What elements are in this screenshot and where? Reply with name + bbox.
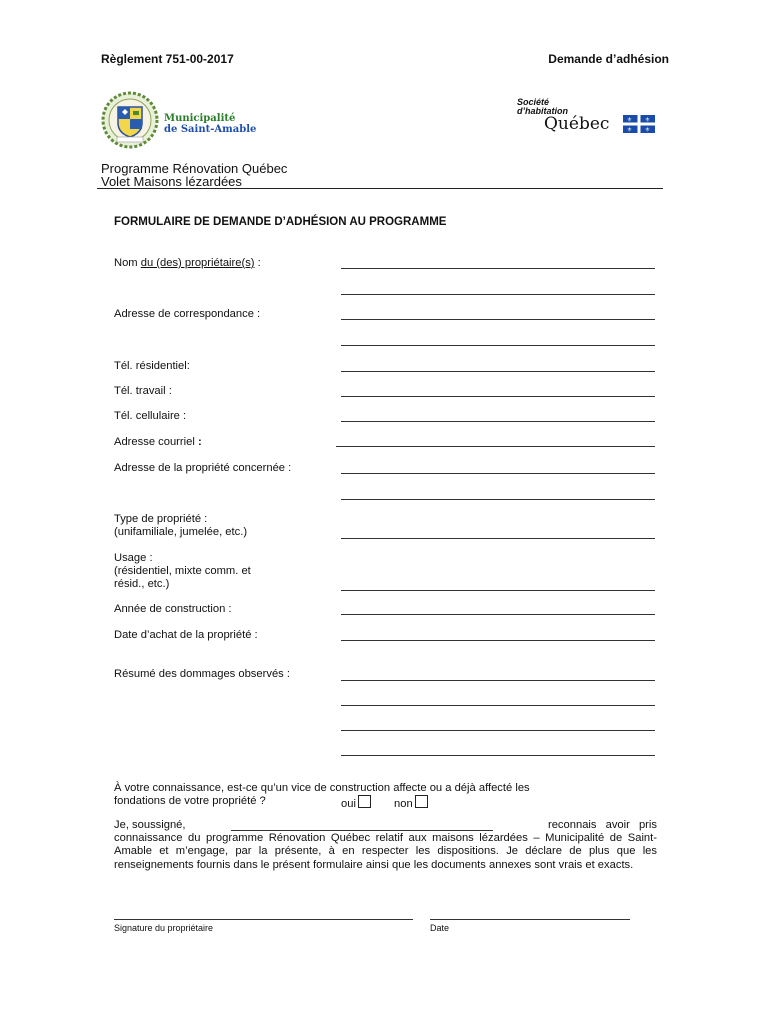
property-address-line-2[interactable]	[341, 499, 655, 500]
form-heading: FORMULAIRE DE DEMANDE D’ADHÉSION AU PROGRAMME	[114, 216, 447, 228]
property-type-line[interactable]	[341, 538, 655, 539]
date-signature-line[interactable]	[430, 919, 630, 920]
shq-name-line3: Québec	[544, 114, 610, 134]
work-phone-line[interactable]	[341, 396, 655, 397]
municipality-name-line2: de Saint-Amable	[164, 124, 257, 135]
question-line-2	[114, 795, 657, 811]
declaration-start: Je, soussigné,	[114, 819, 186, 831]
svg-text:⚜: ⚜	[644, 116, 651, 124]
municipality-crest-icon	[100, 90, 160, 150]
usage-line[interactable]	[341, 590, 655, 591]
question-text: fondations de votre propriété ?	[114, 795, 266, 808]
property-address-label: Adresse de la propriété concernée :	[114, 462, 292, 474]
mailing-address-label: Adresse de correspondance :	[114, 308, 261, 320]
home-phone-label: Tél. résidentiel:	[114, 360, 190, 372]
owner-name-line-1[interactable]	[341, 268, 655, 269]
damage-summary-label: Résumé des dommages observés :	[114, 668, 290, 680]
mailing-address-line-1[interactable]	[341, 319, 655, 320]
usage-label: Usage :	[114, 552, 153, 564]
program-subtitle: Volet Maisons lézardées	[101, 174, 242, 189]
damage-summary-line-4[interactable]	[341, 755, 655, 756]
title-rule	[97, 188, 663, 189]
damage-summary-line-1[interactable]	[341, 680, 655, 681]
header-document-type: Demande d’adhésion	[548, 52, 669, 66]
purchase-date-label: Date d’achat de la propriété :	[114, 629, 258, 641]
mailing-address-line-2[interactable]	[341, 345, 655, 346]
quebec-flag-icon	[623, 115, 655, 133]
municipality-name-line1: Municipalité	[164, 113, 236, 124]
damage-summary-line-3[interactable]	[341, 730, 655, 731]
date-label: Date	[430, 923, 450, 933]
shq-logo	[516, 98, 666, 138]
header-regulation: Règlement 751-00-2017	[101, 52, 234, 66]
declaration-line1-end: reconnais avoir pris	[547, 819, 657, 831]
construction-year-line[interactable]	[341, 614, 655, 615]
construction-defect-question	[114, 782, 657, 809]
svg-text:⚜: ⚜	[644, 126, 651, 133]
owner-signature-line[interactable]	[114, 919, 413, 920]
shq-name-line2: d’habitation	[517, 106, 568, 116]
usage-hint-2: résid., etc.)	[114, 578, 170, 590]
yes-checkbox[interactable]	[358, 795, 371, 808]
property-type-label: Type de propriété :	[114, 513, 208, 525]
construction-year-label: Année de construction :	[114, 603, 232, 615]
work-phone-label: Tél. travail :	[114, 385, 172, 397]
declarant-name-line[interactable]	[231, 830, 493, 831]
no-checkbox[interactable]	[415, 795, 428, 808]
declaration-first-line	[114, 819, 657, 833]
email-label: Adresse courriel :	[114, 436, 202, 448]
declaration-text: connaissance du programme Rénovation Québec relatif aux maisons lézardées – Municipalité de Saint-Amable et m’engage, par la présente, à en respecter les dispositions. Je déclare de plus que les renseignements fournis dans le présent formulaire ainsi que les documents annexes sont vrais et exacts.	[114, 832, 657, 871]
answer-yes: oui	[341, 795, 371, 811]
shq-name-line1: Société	[517, 97, 550, 107]
program-title: Programme Rénovation Québec	[101, 161, 288, 176]
property-address-line-1[interactable]	[341, 473, 655, 474]
owner-name-line-2[interactable]	[341, 294, 655, 295]
svg-text:⚜: ⚜	[626, 116, 633, 124]
question-line-1: À votre connaissance, est-ce qu’un vice de construction affecte ou a déjà affecté les	[114, 782, 530, 794]
purchase-date-line[interactable]	[341, 640, 655, 641]
owner-name-label: Nom du (des) propriétaire(s) :	[114, 257, 261, 269]
svg-text:⚜: ⚜	[626, 126, 633, 133]
cell-phone-line[interactable]	[341, 421, 655, 422]
cell-phone-label: Tél. cellulaire :	[114, 410, 187, 422]
email-line[interactable]	[336, 446, 655, 447]
answer-no: non	[394, 795, 428, 811]
property-type-hint: (unifamiliale, jumelée, etc.)	[114, 526, 248, 538]
owner-signature-label: Signature du propriétaire	[114, 923, 214, 933]
damage-summary-line-2[interactable]	[341, 705, 655, 706]
usage-hint-1: (résidentiel, mixte comm. et	[114, 565, 251, 577]
home-phone-line[interactable]	[341, 371, 655, 372]
municipality-logo	[100, 90, 260, 150]
